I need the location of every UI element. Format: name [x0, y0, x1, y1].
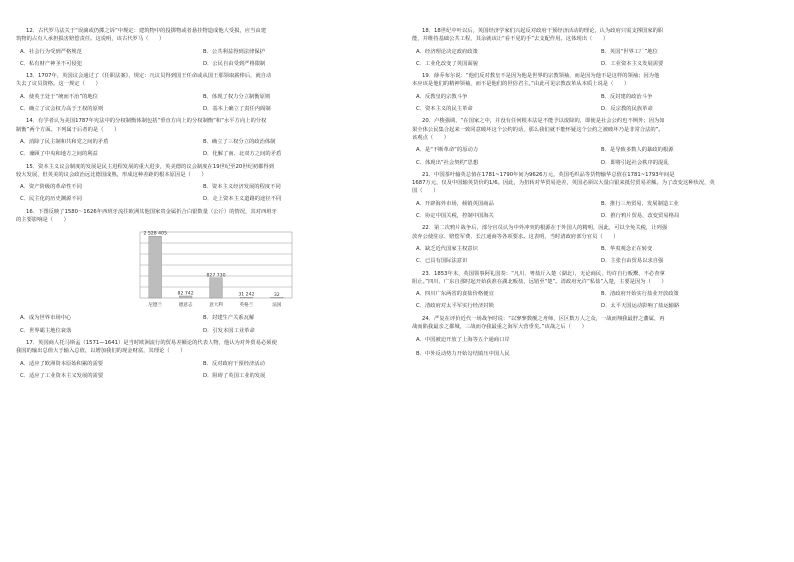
option-b: B．英国“世界工厂”地位 — [601, 48, 658, 55]
question-14 — [16, 117, 380, 158]
options — [20, 60, 380, 68]
options — [416, 159, 780, 167]
option-d: D．公民自由受到严格限制 — [203, 60, 266, 67]
option-b: B．中外反动势力开始勾结镇压中国人民 — [416, 350, 510, 357]
option-c: C．兼顾了中央和地方之间的利益 — [20, 151, 98, 158]
options — [416, 245, 780, 253]
question-21 — [412, 171, 780, 220]
options — [20, 138, 380, 146]
option-d: D．工业资本主义发展需要 — [601, 60, 664, 67]
question-15 — [16, 163, 380, 204]
question-stem: 20．卢梭强调，“在国家之中，并没有任何根本法是不能予以废除的，即使是社会公约也不例外；因为如 果全体公民集合起来一致同意破坏这个公约的话，那么我们就不能怀疑这个公约之被破坏乃是非常合法的”。 该观点（ ） — [412, 118, 665, 141]
option-a: A．开辟海外市场，倾销英国商品 — [416, 200, 494, 207]
chart-bar — [149, 237, 162, 299]
question-stem: 17．英国商人托马斯孟（1571—1641）是当时欧洲流行的贸易差额论的代表人物，他认为对外贸易必须使 我国的输出总值大于输入总值，以增加我们的现金财富，其理论（ ） — [16, 339, 277, 355]
chart-bar — [210, 278, 223, 298]
options — [20, 105, 380, 113]
option-c: C．世界霸主地位衰落 — [20, 327, 72, 334]
option-d: D．即将引起社会秩序的混乱 — [601, 159, 669, 166]
option-d: D．主张自由贸易以求自强 — [601, 258, 664, 265]
options — [416, 200, 780, 208]
options — [20, 372, 380, 380]
option-a: A．使英王处于“统而不治”的地位 — [20, 93, 98, 100]
question-19 — [412, 72, 780, 113]
question-24 — [412, 315, 780, 358]
option-d: D．化解了南、北双方之间的矛盾 — [203, 151, 282, 158]
question-stem: 23．1853年末，英国领事阿礼国奏：“凡川、粤盐斤入楚（湖北），无论商民，均许自行贩鬻，不必查拿 阻止。”四川、广东自那时起开始获准在湖北贩盐，远销至“楚”。清政府允许“私盐”入楚，主要是因为（ ） — [412, 270, 667, 285]
options — [416, 105, 780, 113]
options — [416, 60, 780, 68]
option-a: A．社会行为受到严格规范 — [20, 48, 82, 55]
question-stem: 21．中国茶叶输英总值在1781~1790年间为9626万元，英国毛织品等货物输华总值在1781~1793年间是 1687万元，仅及中国输英货价的1/6。因此，为扭转对华贸易逆差，英国必须以大量白银来抵付贸易差额。为了改变这种状况，英 国（ ） — [412, 171, 715, 195]
question-stem: 13．1707年，英国议会通过了《任职法案》，规定：凡议员得到国王任命或从国王那领取薪俸后，就自动 失去了议员资格。这一规定（ ） — [16, 73, 272, 88]
question-17 — [16, 339, 380, 380]
bar-chart-svg — [136, 230, 296, 308]
options — [20, 327, 380, 335]
question-16 — [16, 208, 380, 335]
option-d: D．阻碍了英国工业的发展 — [203, 372, 266, 379]
option-a: A．资产阶级的革命性不同 — [20, 184, 82, 191]
options — [20, 93, 380, 101]
question-stem: 16．下图反映了1580～1626年西班牙流往欧洲其他国家贵金属折合白银数量（公斤）的情况，其对西班牙 的主要影响是（ ） — [16, 208, 277, 224]
question-stem: 22．第二次鸦片战争后，部分官员认为中外冲突的根源在于外国人的精明，因此，可以全免关税，让列强 放弃公使驻京、赔偿军费、长江通商等各项要求。这表明，当时清政府部分官员（ ） — [412, 225, 668, 240]
options — [20, 195, 380, 203]
option-b: B．资本主义经济发展的程度不同 — [203, 184, 281, 191]
option-d: D．走上资本主义道路的途径不同 — [203, 196, 282, 203]
chart-value-label: 31 242 — [238, 293, 255, 299]
options — [20, 360, 380, 368]
chart-category-label: 英格兰 — [239, 303, 254, 309]
option-c: C．清政府对太平军实行经济封锁 — [416, 303, 494, 310]
question-13 — [16, 72, 380, 113]
option-b: B．是导致多数人的暴政的根源 — [601, 147, 674, 154]
option-a: A．是“不断革命”的原动力 — [416, 147, 479, 154]
option-c: C．民主化的历史渊源不同 — [20, 196, 82, 203]
chart-category-label: 法国 — [272, 303, 282, 309]
option-c: C．已具有国际法意识 — [416, 258, 468, 265]
chart-value-label: 2 528 405 — [143, 232, 167, 238]
options — [20, 48, 380, 56]
chart-value-label: 32 — [273, 293, 280, 299]
chart-category-label: 德意志 — [178, 303, 193, 309]
option-d: D．引发本国工业革命 — [203, 327, 255, 334]
options — [416, 336, 780, 358]
options — [416, 290, 780, 298]
question-18 — [412, 27, 780, 68]
options — [416, 146, 780, 154]
question-stem: 19．薛乔布尔说：“他们反对教皇不是因为他是世界的宗教领袖，而是因为他不是这样的领袖；因为他 本应该是他们的精神领袖，而不是他们的世俗君主。”由此可见宗教改革从本质上说是（ ） — [412, 73, 660, 88]
options — [416, 257, 780, 265]
option-a: A．成为世界市场中心 — [20, 315, 72, 322]
option-d: D．推行鸦片贸易，改变贸易格局 — [601, 213, 680, 220]
question-20 — [412, 117, 780, 166]
option-b: B．公共利益得到法律保护 — [203, 48, 265, 55]
option-b: B．反封建的政治斗争 — [601, 93, 653, 100]
option-b: B．确立了三权分立的政治体制 — [203, 138, 276, 145]
options — [416, 212, 780, 220]
options — [416, 93, 780, 101]
option-c: C．确立了议会权力高于王权的原则 — [20, 106, 104, 113]
question-12 — [16, 27, 380, 68]
option-a: A．经济理论决定政府政策 — [416, 48, 478, 55]
option-a: A．缺乏近代国家主权意识 — [416, 245, 478, 252]
option-a: A．适应了欧洲资本原始积累的需要 — [20, 360, 104, 367]
chart-value-label: 82 742 — [177, 291, 194, 297]
option-b: B．封建生产关系瓦解 — [203, 315, 255, 322]
options — [20, 314, 380, 322]
question-23 — [412, 270, 780, 311]
silver-outflow-chart — [136, 230, 296, 308]
question-22 — [412, 224, 780, 265]
option-c: C．工业化改变了英国面貌 — [416, 60, 478, 67]
option-c: C．协定中国关税，控制中国海关 — [416, 213, 494, 220]
option-d: D．反宗教的民族革命 — [601, 106, 653, 113]
options — [20, 150, 380, 158]
options — [416, 48, 780, 56]
question-stem: 14．有学者认为美国1787年宪法中的分权制衡体制包括“垂直方向上的分权制衡”和“水平方向上的分权 制衡”两个方面。下列属于后者的是（ ） — [16, 118, 267, 133]
option-c: C．资本主义的民主革命 — [416, 106, 473, 113]
options — [416, 302, 780, 310]
question-stem: 24．严复在评价近代一场战争时说：“以寥寥数舰之舟师，区区数万人之众，一战而翔我最舒之藩属，再 战而陷我最亲之都城，三战而夺我最重之海军大营垂矣。”该战之后（ ） — [412, 315, 665, 331]
right-column — [412, 27, 780, 358]
option-a: A．四川广东两省的食盐价格便宜 — [416, 291, 494, 298]
options — [20, 183, 380, 191]
option-b: B．推行三角贸易，发展制造工业 — [601, 200, 679, 207]
option-d: D．太平天国运动影响了盐运输路 — [601, 303, 680, 310]
left-column — [16, 27, 380, 380]
chart-category-label: 尼德兰 — [148, 303, 163, 309]
option-a: A．反教皇的宗教斗争 — [416, 93, 468, 100]
option-c: C．体现出“社会契约”思想 — [416, 159, 479, 166]
question-stem: 18．18世纪中叶以后，英国经济学家们兴起反对政府干预经济活动的理论，认为政府只需支撑国家的职 能，并维持基础公共工程，其余就该让“看不见的手”去支配作用。这体现出（ ） — [412, 28, 664, 43]
option-b: B．清政府开始实行盐业开放政策 — [601, 291, 679, 298]
option-b: B．反对政府干预经济活动 — [203, 360, 265, 367]
chart-category-label: 意大利 — [209, 303, 223, 309]
option-d: D．基本上确立了责任内阁制 — [203, 106, 271, 113]
option-a: A．消除了民主制和共和党之间的矛盾 — [20, 138, 109, 145]
option-b: B．体现了权力分立制衡原则 — [203, 93, 271, 100]
option-c: C．私有财产神圣不可侵犯 — [20, 60, 82, 67]
option-b: B．华夷观念正在转变 — [601, 245, 653, 252]
question-stem: 15．资本主义议会制度的发展是民主进程发展的重大进步，英美德的议会制度在19世纪至20世纪初都得到 较大发展，但英美的议会政治远比德国成熟，形成这种差距的根本原因是（ ） — [16, 163, 274, 178]
chart-value-label: 827 730 — [206, 273, 226, 279]
option-c: C．适应了工业资本主义发展的需要 — [20, 372, 104, 379]
question-stem: 12．古代罗马法关于“误滴或仍掷之诉”中规定：建筑物中的投掷物或者悬挂物造成他人受损，应当由建 筑物的占有人承担损害赔偿责任。这说明，该古代罗马（ ） — [16, 28, 266, 43]
option-a: A．中国被迫开放了上海等五个通商口岸 — [416, 337, 510, 344]
